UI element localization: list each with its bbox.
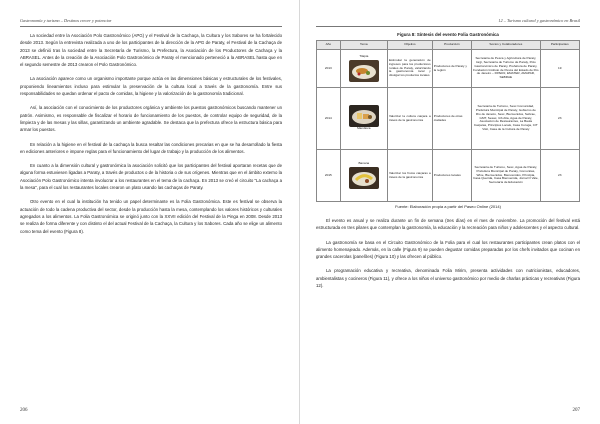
paragraph: El evento es anual y se realiza durante un fin de semana (tres días) en el mes de noviembre. La promoción del festival está estructurada en tres pilares que contemplan la gastronomía, la educación y la recreación para niños y adolescentes y el aspecto cultural. <box>316 218 580 231</box>
theme-label: Tilapia <box>359 54 369 59</box>
cell-year: 2015 <box>317 150 341 202</box>
cell-partners: Secretaría de Turismo, Sesc, Agua de Paraty, Prefeitura Municipal de Paraty, Comunitas, Wine, Bienvenidos, Bienvenidos, Principia, Casa Querida, Casa Bienvenida, Jornal O Vale, Secretaría de Educación <box>472 150 540 202</box>
right-page <box>300 0 600 424</box>
paragraph: La programación educativa y recreativa, denominada Folia Mirim, presenta actividades con nutricionistas, educadores, ambientalistas y cocineros (Figura 11), y ofrece a los niños el universo gastronómico por medio de charlas prácticas y recreativas (Figura 12). <box>316 268 580 289</box>
cell-objective: Valorizar los frutos caiçaras a través de la gastronomía <box>387 150 432 202</box>
col-header-objective: Objetivo <box>387 41 432 50</box>
table-header-row <box>317 41 580 50</box>
col-header-participants: Participantes <box>540 41 579 50</box>
table-row <box>317 150 580 202</box>
cell-production: Productores locales <box>432 150 471 202</box>
col-header-production: Producción <box>432 41 471 50</box>
cell-year: 2014 <box>317 88 341 150</box>
figure-title: Figura 8: Síntesis del evento Folia Gastronómica <box>397 32 499 37</box>
cell-partners: Secretaría de Turismo, Sesc Comunidad, Prefeitura Municipal de Paraty, Gobierno de Río de Janeiro, Sesc, Bienvenidos, Sebrae, GMT, Sesac, GS Alta, Agua de Paraty, Asociación de Restaurantes, La Baula Caiçaras, Principios Locais, Casa Curuga, CIT Visit, Casa de la Cultura de Paraty <box>472 88 540 150</box>
cell-theme <box>340 88 387 150</box>
cell-production: Productores de otras ciudades <box>432 88 471 150</box>
cell-theme <box>340 150 387 202</box>
table-row <box>317 88 580 150</box>
figure-source: Fuente: Elaboración propia a partir del Paseo Online (2014) <box>395 204 501 209</box>
running-header: 12 – Turismo cultural y gastronómico en Brasil <box>316 18 580 27</box>
paragraph: La asociación aparece como un organismo importante porque actúa en las dimensiones básicas y estructurales de los festivales, proponiendo lineamientos incluso para estimular la preservación de la cultura local a través de la gastronomía. Entre sus responsabilidades se quedan ordenar el pacto de comidas, la higiene y la valorización de la gastronomía tradicional. <box>20 76 282 97</box>
running-header: Gastronomía y turismo – Destinos crecer y potenciar <box>20 18 282 27</box>
cell-participants: 19 <box>540 50 579 88</box>
tilapia-dish-photo <box>349 60 379 82</box>
theme-label: Mandioca <box>357 126 371 131</box>
paragraph: La gastronomía se basa en el Circuito Gastronómico de la Folia para el cual los restaurantes participantes crean platos con el alimento homenajeado. Además, en la calle (Figura 9) se pueden degustar comidas preparadas por los chefs invitados que cocinan en grandes cacerolas (panelões) (Figura 10) y las ofrecen al público. <box>316 239 580 260</box>
mandioca-dish-photo <box>349 105 379 127</box>
cell-production: Productores de Paraty y la región <box>432 50 471 88</box>
cell-partners: Secretaría de Pesca y Agricultura de Paraty, Iorgi, Secretaría de Turismo de Paraty, Polo Gastronómico de Paraty, Prefeitura de Paraty, Fundación Instituto de Pesca del Estado de Río de Janeiro – FIPERJ, EMATER, AMAPAR, SEBRAE <box>472 50 540 88</box>
banana-dish-photo <box>349 167 379 189</box>
page-number: 207 <box>572 408 580 413</box>
paragraph: Otro evento en el cual la institución ha tenido un papel determinante es la Folia Gastronómica. Este es festival se observa la actuación de todo la cadena productiva del sector, desde la producción hasta la mesa, contemplando los valores históricos y culturales agregados a los alimentos. La Folia Gastronómica se originó junto con la XXVII edición del Festival de la Pinga en 2008. Desde 2013 se realiza de forma diferente y con distinto el del actual Festival de la Cachaça, la Cultura y los Sabores. Cada año se elige un alimento como tema del evento (Figura 8). <box>20 199 282 234</box>
cell-year: 2013 <box>317 50 341 88</box>
paragraph: La sociedad entre la Asociación Polo Gastronómico (APG) y el Festival de la Cachaça, la Cultura y los Sabores se ha fortalecido desde 2013. Según la entrevista realizada a uno de los participantes de la dirección de la APG de Paraty, el Festival de la Cachaça de 2013 se definió tras la sociedad entre la Secretaría de Turismo, la Prefectura, la Asociación de los Productores de Cachaça y la ABRASEL. Antes de la creación de la Asociación Polo Gastronómico de Paraty el mencionado perteneció a la ABRASEL hasta que en el segundo semestre de 2013 crearon el Polo Gastronómico. <box>20 33 282 68</box>
col-header-year: Año <box>317 41 341 50</box>
cell-objective: Estimular la generación de ingresos para los productores rurales de Paraty, valorizando la gastronomía local y divulgar los productos locales <box>387 50 432 88</box>
theme-label: Banana <box>358 161 370 166</box>
paragraph: En relación a la higiene en el festival de la cachaça la busca resaltar las condiciones precarias en que se ha desarrollado la fiesta en ediciones anteriores e impone reglas para el funcionamiento del lugar de trabajo y la producción de los alimentos. <box>20 141 282 154</box>
cell-objective: Valorizar la cultura caiçara a través de la gastronomía <box>387 88 432 150</box>
cell-participants: 23 <box>540 150 579 202</box>
cell-theme <box>340 50 387 88</box>
cell-participants: 23 <box>540 88 579 150</box>
event-synthesis-table <box>316 40 580 202</box>
col-header-partners: Socios y Colaboradores <box>472 41 540 50</box>
table-row <box>317 50 580 88</box>
col-header-theme: Tema <box>340 41 387 50</box>
page-number: 206 <box>20 408 28 413</box>
paragraph: En cuanto a la dimensión cultural y gastronómica la asociación solicitó que los participantes del festival aportaran recetas que de alguna forma estuviesen ligadas a Paraty, a través de productos o de la historia o de sus orígenes. Mientras que en el ámbito externo la Asociación Polo Gastronómico intenta involucrar a los restaurantes en el tema de la cachaça. En 2013 se creó el circuito "La cachaça a la mesa", para el cual los restaurantes locales crearon un plato usando las cachaças de Paraty. <box>20 163 282 191</box>
paragraph: Así, la asociación con el conocimiento de los productores orgánica y ambiente los puestos gastronómicos buscando mantener un patrón. Asimismo, es responsable de fiscalizar el horario de funcionamiento de los puestos, de controlar equipo de seguridad, de la limpieza y de las mesas y las sillas, garantizando un ambiente agradable. Se destaca que la prefectura ofrece la estructura básica para armar los puestos. <box>20 105 282 133</box>
